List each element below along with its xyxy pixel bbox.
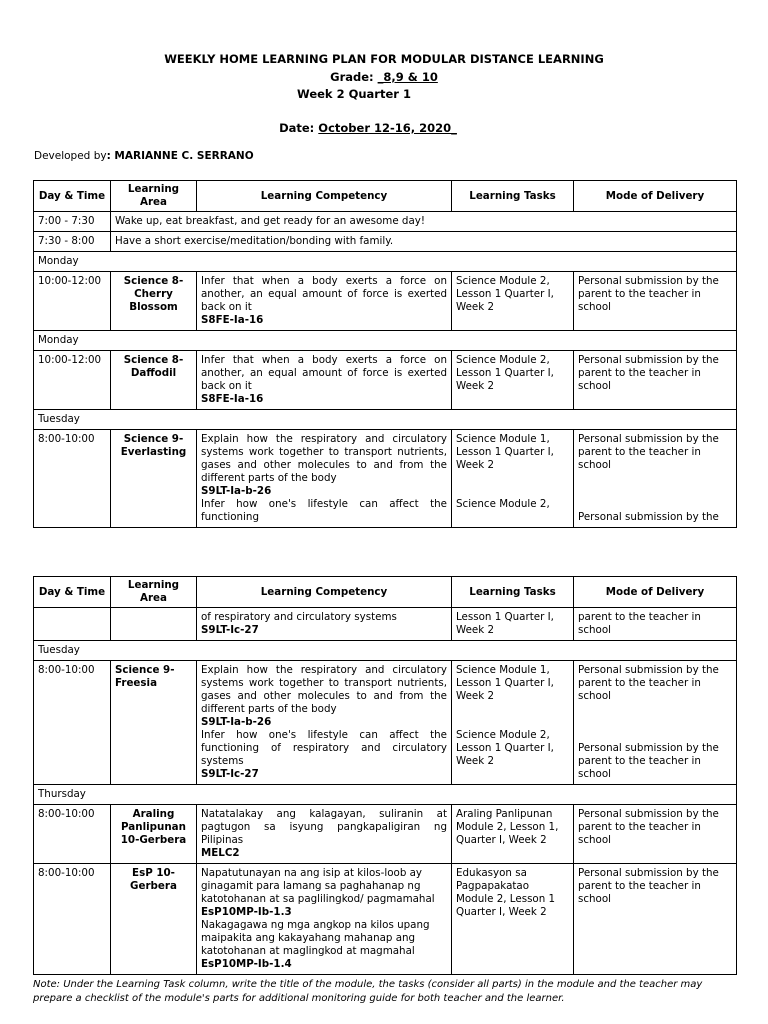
- developed-name: : MARIANNE C. SERRANO: [106, 150, 254, 162]
- competency-code: S9LT-Ia-b-26: [201, 716, 272, 728]
- col-learning-area: Learning Area: [111, 181, 197, 212]
- time-cell: 8:00-10:00: [34, 430, 111, 528]
- developed-by: [34, 150, 254, 162]
- mode-cell: [574, 430, 737, 528]
- time-cell: [34, 608, 111, 641]
- competency-cell: [197, 805, 452, 864]
- competency-cell: [197, 608, 452, 641]
- competency-text: Infer that when a body exerts a force on another, an equal amount of force is exerted back on it: [201, 354, 447, 392]
- task-cell: Science Module 2, Lesson 1 Quarter I, Week 2: [452, 351, 574, 410]
- col-learning-area: Learning Area: [111, 577, 197, 608]
- date-value: October 12-16, 2020_: [318, 121, 457, 135]
- competency-cell: [197, 272, 452, 331]
- day-cell: Monday: [34, 331, 737, 351]
- area-cell: [111, 608, 197, 641]
- mode-text: Personal submission by the: [578, 511, 719, 523]
- competency-text: Infer that when a body exerts a force on another, an equal amount of force is exerted back on it: [201, 275, 447, 313]
- day-cell: Monday: [34, 252, 737, 272]
- table-row: [34, 805, 737, 864]
- task-cell: [452, 430, 574, 528]
- grade-line: [0, 70, 768, 84]
- area-cell: EsP 10- Gerbera: [111, 864, 197, 975]
- time-cell: 7:30 - 8:00: [34, 232, 111, 252]
- competency-text: Infer how one's lifestyle can affect the functioning: [201, 498, 447, 523]
- header-row: [34, 577, 737, 608]
- competency-text: Explain how the respiratory and circulatory systems work together to transport nutrients, gases and other molecules to and from the different parts of the body: [201, 433, 447, 484]
- col-mode-of-delivery: Mode of Delivery: [574, 181, 737, 212]
- time-cell: 8:00-10:00: [34, 661, 111, 785]
- plan-table-2: [33, 576, 737, 975]
- competency-text: Infer how one's lifestyle can affect the functioning of respiratory and circulatory systems: [201, 729, 447, 767]
- col-learning-competency: Learning Competency: [197, 577, 452, 608]
- time-cell: 8:00-10:00: [34, 805, 111, 864]
- table-row: [34, 272, 737, 331]
- task-cell: Lesson 1 Quarter I, Week 2: [452, 608, 574, 641]
- grade-value: _8,9 & 10: [377, 70, 438, 84]
- competency-code: S9LT-Ic-27: [201, 624, 259, 636]
- competency-cell: [197, 661, 452, 785]
- competency-cell: [197, 351, 452, 410]
- mode-cell: Personal submission by the parent to the teacher in school: [574, 805, 737, 864]
- mode-text: Personal submission by the parent to the teacher in school: [578, 742, 719, 780]
- day-cell: Thursday: [34, 785, 737, 805]
- col-day-time: Day & Time: [34, 577, 111, 608]
- mode-cell: [574, 661, 737, 785]
- task-cell: Edukasyon sa Pagpapakatao Module 2, Lesson 1 Quarter I, Week 2: [452, 864, 574, 975]
- footnote: Note: Under the Learning Task column, write the title of the module, the tasks (consider all parts) in the module and the teacher may prepare a checklist of the module's parts for additional monitoring guide for both teacher and the learner.: [33, 979, 703, 1004]
- area-cell: Science 8- Daffodil: [111, 351, 197, 410]
- mode-cell: Personal submission by the parent to the teacher in school: [574, 864, 737, 975]
- table-row: [34, 864, 737, 975]
- task-text: Science Module 2, Lesson 1 Quarter I, Week 2: [456, 729, 554, 767]
- date-line: [0, 121, 752, 135]
- grade-label: Grade:: [330, 70, 374, 84]
- area-cell: Science 9- Freesia: [111, 661, 197, 785]
- competency-cell: [197, 864, 452, 975]
- table-row: [34, 430, 737, 528]
- col-learning-tasks: Learning Tasks: [452, 181, 574, 212]
- competency-code: S8FE-Ia-16: [201, 314, 264, 326]
- area-cell: Science 8- Cherry Blossom: [111, 272, 197, 331]
- competency-code: EsP10MP-Ib-1.4: [201, 958, 292, 970]
- day-row: [34, 641, 737, 661]
- table-row: [34, 608, 737, 641]
- task-cell: Science Module 2, Lesson 1 Quarter I, Week 2: [452, 272, 574, 331]
- competency-code: S8FE-Ia-16: [201, 393, 264, 405]
- day-cell: Tuesday: [34, 410, 737, 430]
- date-label: Date:: [279, 121, 315, 135]
- page-title: WEEKLY HOME LEARNING PLAN FOR MODULAR DISTANCE LEARNING: [164, 52, 604, 66]
- developed-label: Developed by: [34, 150, 107, 162]
- competency-text: Napatutunayan na ang isip at kilos-loob ay ginagamit para lamang sa paghahanap ng katotohanan at sa paglilingkod/ pagmamahal: [201, 867, 435, 905]
- table-row: [34, 232, 737, 252]
- mode-text: Personal submission by the parent to the teacher in school: [578, 664, 719, 702]
- time-cell: 10:00-12:00: [34, 351, 111, 410]
- week-line: Week 2 Quarter 1: [297, 87, 411, 101]
- plan-table-1: [33, 180, 737, 528]
- col-day-time: Day & Time: [34, 181, 111, 212]
- competency-code: EsP10MP-Ib-1.3: [201, 906, 292, 918]
- task-text: Science Module 2,: [456, 498, 550, 510]
- competency-cell: [197, 430, 452, 528]
- competency-code: S9LT-Ia-b-26: [201, 485, 272, 497]
- mode-cell: Personal submission by the parent to the teacher in school: [574, 351, 737, 410]
- mode-cell: Personal submission by the parent to the teacher in school: [574, 272, 737, 331]
- competency-text: Explain how the respiratory and circulatory systems work together to transport nutrients, gases and other molecules to and from the different parts of the body: [201, 664, 447, 715]
- day-row: [34, 252, 737, 272]
- day-row: [34, 785, 737, 805]
- area-cell: Araling Panlipunan 10-Gerbera: [111, 805, 197, 864]
- competency-text: of respiratory and circulatory systems: [201, 611, 397, 623]
- table-row: [34, 661, 737, 785]
- competency-text: Nakagagawa ng mga angkop na kilos upang maipakita ang kakayahang mahanap ang katotohanan at maglingkod at magmahal: [201, 919, 430, 957]
- table-row: [34, 212, 737, 232]
- col-learning-competency: Learning Competency: [197, 181, 452, 212]
- mode-text: Personal submission by the parent to the teacher in school: [578, 433, 719, 471]
- time-cell: 8:00-10:00: [34, 864, 111, 975]
- task-cell: Araling Panlipunan Module 2, Lesson 1, Quarter I, Week 2: [452, 805, 574, 864]
- mode-cell: parent to the teacher in school: [574, 608, 737, 641]
- day-row: [34, 331, 737, 351]
- area-cell: Science 9- Everlasting: [111, 430, 197, 528]
- header-row: [34, 181, 737, 212]
- activity-cell: Have a short exercise/meditation/bonding with family.: [111, 232, 737, 252]
- col-mode-of-delivery: Mode of Delivery: [574, 577, 737, 608]
- competency-code: S9LT-Ic-27: [201, 768, 259, 780]
- competency-code: MELC2: [201, 847, 240, 859]
- day-cell: Tuesday: [34, 641, 737, 661]
- time-cell: 7:00 - 7:30: [34, 212, 111, 232]
- task-cell: [452, 661, 574, 785]
- day-row: [34, 410, 737, 430]
- task-text: Science Module 1, Lesson 1 Quarter I, Week 2: [456, 433, 554, 471]
- table-row: [34, 351, 737, 410]
- task-text: Science Module 1, Lesson 1 Quarter I, Week 2: [456, 664, 554, 702]
- time-cell: 10:00-12:00: [34, 272, 111, 331]
- competency-text: Natatalakay ang kalagayan, suliranin at pagtugon sa isyung pangkapaligiran ng Pilipinas: [201, 808, 447, 846]
- activity-cell: Wake up, eat breakfast, and get ready for an awesome day!: [111, 212, 737, 232]
- col-learning-tasks: Learning Tasks: [452, 577, 574, 608]
